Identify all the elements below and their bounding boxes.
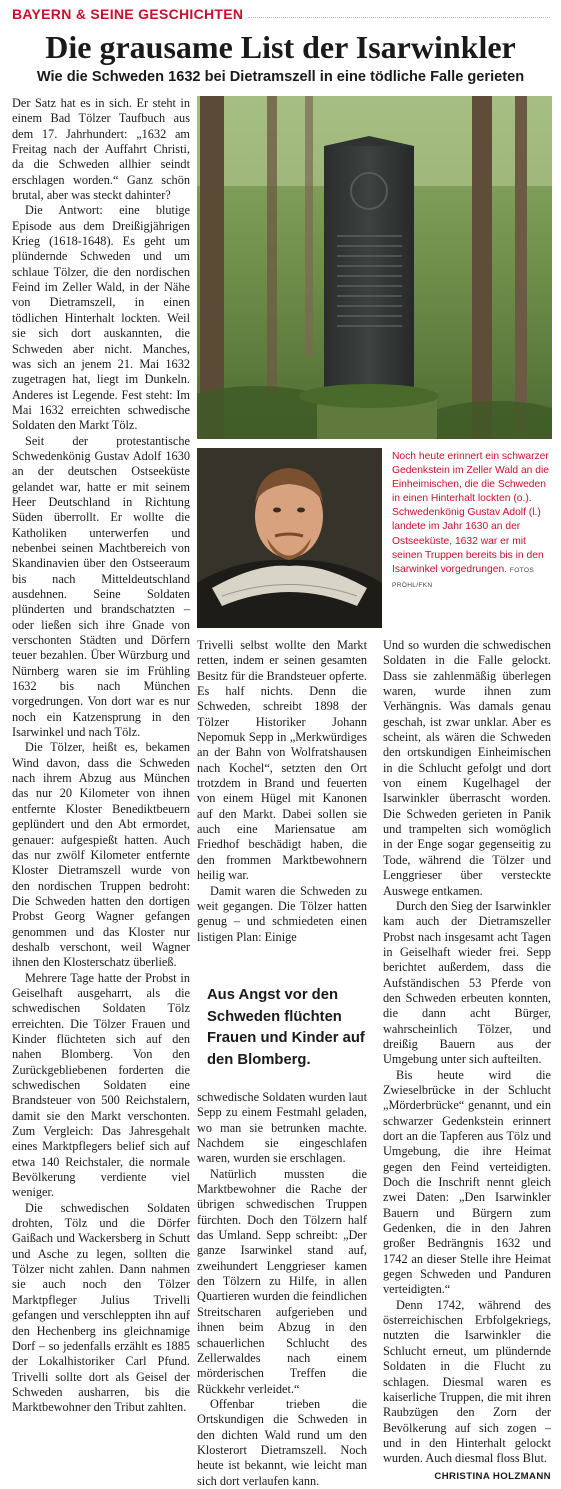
paragraph: Damit waren die Schweden zu weit gegangen. Die Tölzer hatten genug – und schmiedeten einen listigen Plan: Einige — [197, 883, 367, 944]
paragraph: Der Satz hat es in sich. Er steht in einem Bad Tölzer Taufbuch aus dem 17. Jahrhundert: „1632 am Freitag nach der Auffahrt Christi, da die Schweden allhier seindt erschlagen worden.“ Ganz schön brutal, aber was steckt dahinter? — [12, 96, 190, 203]
paragraph: Durch den Sieg der Isarwinkler kam auch der Dietramszeller Probst nach insgesamt acht Tagen in Geiselhaft wieder frei. Sepp berichtet außerdem, dass die Aufständischen 53 Pferde von den Schweden erbeuten konnten, die dann acht Bürger, wahrscheinlich Tölzer, und dreißig Bauern aus der Umgebung unter sich aufteilten. — [383, 898, 551, 1067]
section-rubric: BAYERN & SEINE GESCHICHTEN — [12, 6, 244, 22]
rubric-bar — [12, 6, 550, 26]
paragraph: Die Tölzer, heißt es, bekamen Wind davon, dass die Schweden nach ihrem Abzug aus München das nur 20 Kilometer von ihnen entfernte Kloster Benediktbeuern geplündert und den Abt ermordet, genauer: aufgespießt hatten. Auch das nur zwölf Kilometer entfernte Kloster Dietramszell wurde von den nordischen Truppen bedroht: Die Schweden hatten den dortigen Probst Georg Wagner gefangen genommen und das Kloster nur deshalb verschont, weil Wagner ihnen den Klosterschatz überließ. — [12, 740, 190, 970]
photo-caption — [392, 450, 552, 593]
paragraph: Und so wurden die schwedischen Soldaten in die Falle gelockt. Dass sie zahlenmäßig überlegen waren, wurde ihnen zum Verhängnis. Was damals genau geschah, ist zwar unklar. Aber es scheint, als wären die Schweden den ortskundigen Einheimischen in die Schlucht gefolgt und dort von einem Kugelhagel der Isarwinkler überrascht worden. Die Schweden gerieten in Panik und trampelten sich womöglich in der Enge sogar gegenseitig zu Tode, während die Tölzer und Lenggrieser über versteckte Auswege entkamen. — [383, 638, 551, 898]
subheadline: Wie die Schweden 1632 bei Dietramszell in eine tödliche Falle gerieten — [36, 69, 525, 85]
paragraph: Seit der protestantische Schwedenkönig Gustav Adolf 1630 an der deutschen Ostseeküste gelandet war, hatte er mit seinem Heer Deutschland in Richtung Süden überrollt. Er wollte die Katholiken unterwerfen und nebenbei seinen Machtbereich von Skandinavien über den Ostseeraum bis nach Mitteldeutschland ausdehnen. Seine Soldaten plünderten und brandschatzten – oder ließen sich ihre Gnade von verschonten Städten und Dörfern teuer bezahlen. Über Würzburg und Nürnberg waren sie im Frühling 1632 bis nach München vorgedrungen. Von dort war es nur noch ein Katzensprung in den Isarwinkel und nach Tölz. — [12, 433, 190, 740]
headline: Die grausame List der Isarwinkler — [45, 29, 516, 65]
article-column-3 — [383, 638, 551, 1484]
paragraph: schwedische Soldaten wurden laut Sepp zu einem Festmahl geladen, wo man sie betrunken machte. Nachdem sie eingeschlafen waren, wurden sie erschlagen. — [197, 1090, 367, 1166]
paragraph: Mehrere Tage hatte der Probst in Geiselhaft ausgeharrt, als die schwedischen Soldaten Tölz erreichten. Die Tölzer Frauen und Kinder flüchteten sich auf den nahen Blomberg. Von den Zurückgebliebenen forderten die schwedischen Soldaten eine Brandsteuer von 500 Reichstalern, damit sie den Markt verschonten. Zum Vergleich: Das Jahresgehalt eines Marktpflegers belief sich auf etwa 140 Reichstaler, die normale Bevölkerung verdiente viel weniger. — [12, 970, 190, 1200]
paragraph: Offenbar trieben die Ortskundigen die Schweden in den dichten Wald rund um den Klosterort Dietramszell. Noch heute ist bekannt, wie leicht man sich dort verlaufen kann. — [197, 1396, 367, 1488]
pull-quote: Aus Angst vor den Schweden flüchten Frauen und Kinder auf den Blomberg. — [207, 987, 365, 1068]
paragraph: Die schwedischen Soldaten drohten, Tölz und die Dörfer Gaißach und Wackersberg in Schutt und Asche zu legen, sollten die Tölzer nicht zahlen. Dann nahmen sie auch noch den Tölzer Marktpfleger Julius Trivelli gefangen und verschleppten ihn auf den Hechenberg ins gleichnamige Dorf – so jedenfalls erzählt es 1885 der Lokalhistoriker Carl Pfund. Trivelli sollte dort als Geisel der Schweden ausharren, bis die Marktbewohner den Tribut zahlten. — [12, 1200, 190, 1415]
article-column-2-continued — [197, 1090, 367, 1489]
rubric-dotted-rule — [248, 17, 550, 18]
photo-credit: FOTOS PRÖHL/FKN — [392, 566, 535, 589]
paragraph: Bis heute wird die Zwieselbrücke in der Schlucht „Mörderbrücke“ genannt, und ein schwarzer Gedenkstein erinnert dort an die Tapferen aus Tölz und Umgebung, die ihre Heimat gegen den Feind verteidigten. Doch die Inschrift nennt gleich zwei Daten: „Den Isarwinkler Bauern und Bürgern zum Gedenken, die in den Jahren großer Bedrängnis 1632 und 1742 an dieser Stelle ihre Heimat gegen Schweden und Panduren verteidigten.“ — [383, 1067, 551, 1297]
gustav-adolf-portrait — [197, 448, 382, 628]
portrait-image — [197, 448, 382, 628]
memorial-stone-photo — [197, 96, 552, 439]
paragraph: Trivelli selbst wollte den Markt retten, indem er seinen gesamten Besitz für die Brandsteuer opferte. Es half nichts. Denn die Schweden, schreibt 1898 der Tölzer Historiker Johann Nepomuk Sepp in „Merkwürdiges an der Bahn von Wolfratshausen nach Kochel“, setzten den Ort trotzdem in Brand und feuerten von einem Hügel mit Kanonen auf den Markt. Dabei sollen sie auch eine Mariensatue am Friedhof beschädigt haben, die den frommen Marktbewohnern heilig war. — [197, 638, 367, 883]
caption-text: Noch heute erinnert ein schwarzer Gedenkstein im Zeller Wald an die Einheimischen, die die Schweden in einen Hinterhalt lockten (o.). Schwedenkönig Gustav Adolf (l.) landete im Jahr 1630 an der Ostseeküste, 1632 war er mit seinen Truppen bereits bis in den Isarwinkel vorgedrungen. — [392, 451, 550, 575]
paragraph: Denn 1742, während des österreichischen Erbfolgekriegs, nutzten die Isarwinkler die Schlucht erneut, um plündernde Soldaten in die Flucht zu schlagen. Diesmal waren es kaiserliche Truppen, die mit ihren Raubzügen den Zorn der Bevölkerung auf sich zogen – und in den Hinterhalt gelockt wurden. Auch diesmal floss Blut. — [383, 1297, 551, 1466]
article-column-2 — [197, 638, 367, 945]
article-column-1 — [12, 96, 190, 1416]
paragraph: Die Antwort: eine blutige Episode aus dem Dreißigjährigen Krieg (1618-1648). Es geht um plündernde Schweden und um schlaue Tölzer, die den nordischen Feind im Zeller Wald, in der Nähe von Dietramszell, in einen tödlichen Hinterhalt lockten. Weil sie sich dort auskannten, die Schweden aber nicht. Manches, was sich an jenem 21. Mai 1632 zugetragen hat, liegt im Dunkeln. Anderes ist Legende. Fest steht: Im Mai 1632 erreichten schwedische Soldaten den Markt Tölz. — [12, 203, 190, 433]
forest-memorial-image — [197, 96, 552, 439]
paragraph: Natürlich mussten die Marktbewohner die Rache der übrigen schwedischen Truppen fürchten. Doch den Tölzern half das Umland. Sepp schreibt: „Der ganze Isarwinkel stand auf, zweihundert Lenggrieser kamen den Tölzern zu Hilfe, in allen Quartieren wurden die feindlichen Streitscharen aufgerieben und ihnen beim Abzug in den schauerlichen Schlucht des Zellerwaldes nach einem mörderischen Treffen die Rückkehr verleidet.“ — [197, 1166, 367, 1396]
author-byline: CHRISTINA HOLZMANN — [434, 1470, 551, 1482]
